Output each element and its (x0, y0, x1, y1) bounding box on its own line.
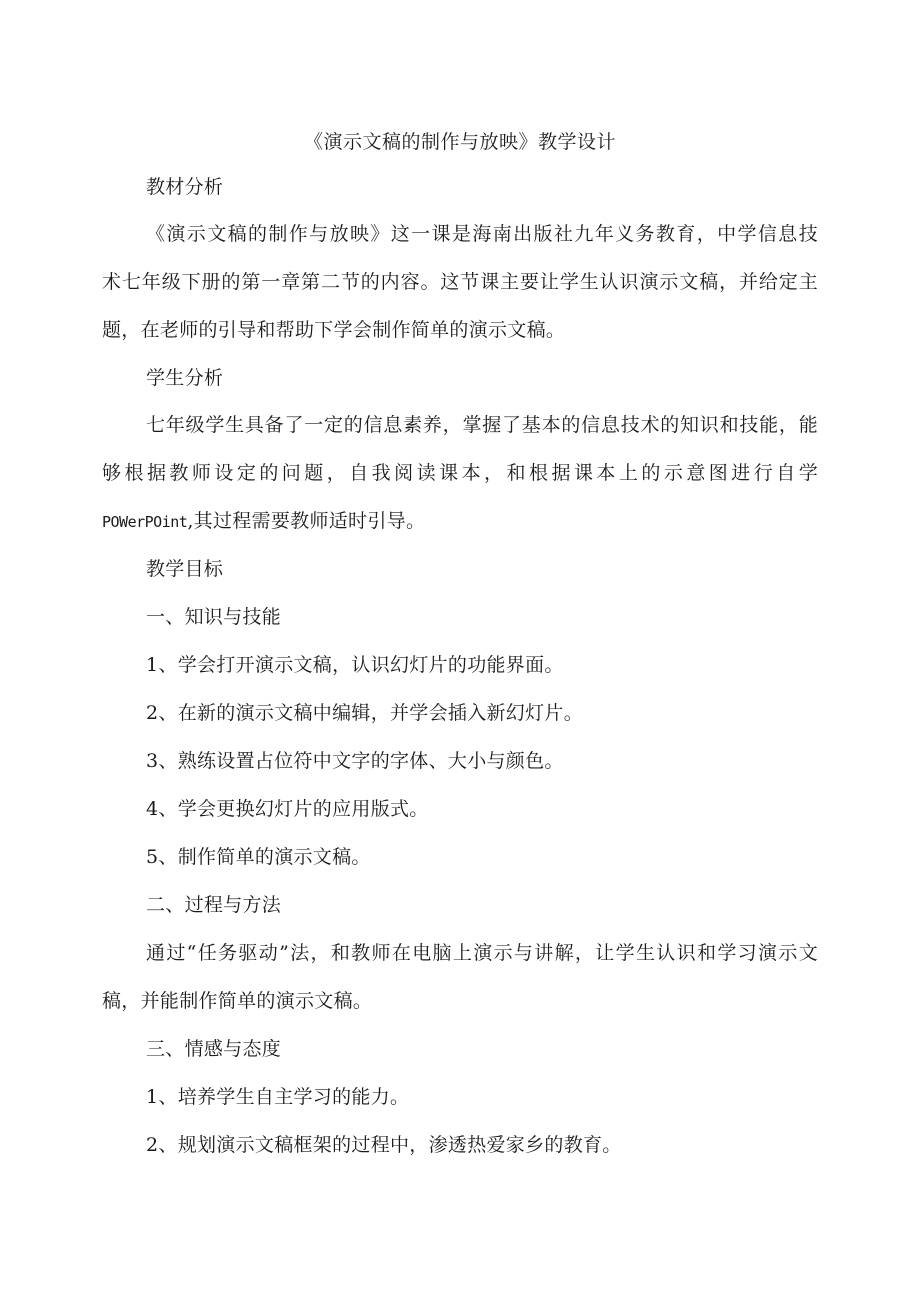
list-item: 4、学会更换幻灯片的应用版式。 (146, 798, 429, 820)
paragraph-text: ,其过程需要教师适时引导。 (187, 510, 426, 532)
paragraph-line (102, 507, 818, 536)
paragraph-line: 稿，并能制作简单的演示文稿。 (102, 990, 373, 1012)
section-heading-student: 学生分析 (146, 367, 224, 389)
subsection-heading-knowledge: 一、知识与技能 (146, 606, 282, 628)
paragraph-line: 《演示文稿的制作与放映》这一课是海南出版社九年义务教育，中学信息技 (146, 223, 818, 245)
list-item: 5、制作简单的演示文稿。 (146, 846, 371, 868)
section-heading-material: 教材分析 (146, 176, 224, 198)
software-name: POWerPOint (102, 513, 188, 531)
paragraph-line: 七年级学生具备了一定的信息素养，掌握了基本的信息技术的知识和技能，能 (146, 414, 818, 436)
list-item: 2、在新的演示文稿中编辑，并学会插入新幻灯片。 (146, 702, 583, 724)
paragraph-line: 够根据教师设定的问题，自我阅读课本，和根据课本上的示意图进行自学 (102, 462, 818, 484)
subsection-heading-process: 二、过程与方法 (146, 894, 282, 916)
list-item: 1、培养学生自主学习的能力。 (146, 1086, 410, 1108)
document-title: 《演示文稿的制作与放映》教学设计 (303, 131, 616, 153)
paragraph-line: 术七年级下册的第一章第二节的内容。这节课主要让学生认识演示文稿，并给定主 (102, 271, 818, 293)
list-item: 2、规划演示文稿框架的过程中，渗透热爱家乡的教育。 (146, 1134, 622, 1156)
list-item: 3、熟练设置占位符中文字的字体、大小与颜色。 (146, 750, 564, 772)
paragraph-line: 通过“任务驱动”法，和教师在电脑上演示与讲解，让学生认识和学习演示文 (146, 942, 818, 964)
section-heading-goals: 教学目标 (146, 558, 224, 580)
list-item: 1、学会打开演示文稿，认识幻灯片的功能界面。 (146, 654, 564, 676)
subsection-heading-attitude: 三、情感与态度 (146, 1038, 282, 1060)
paragraph-line: 题，在老师的引导和帮助下学会制作简单的演示文稿。 (102, 319, 566, 341)
